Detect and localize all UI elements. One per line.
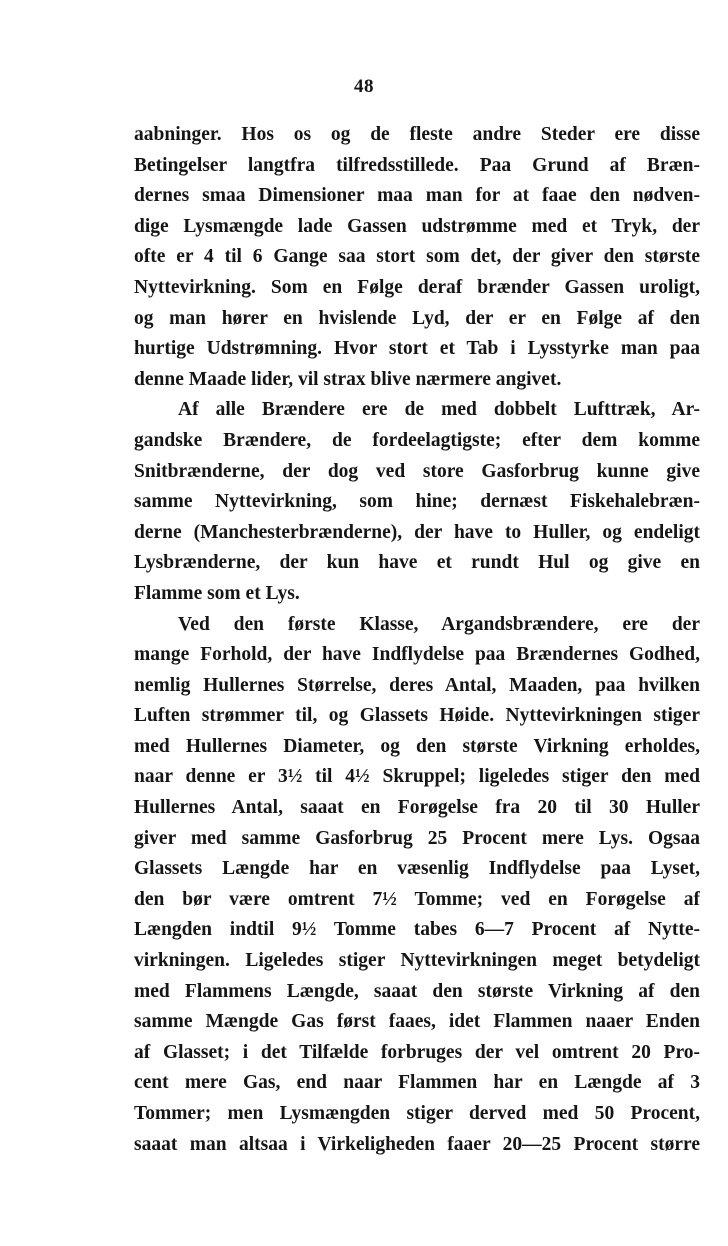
text-line: Længden indtil 9½ Tomme tabes 6—7 Procent af Nytte-: [134, 919, 700, 941]
text-line: derne (Manchesterbrænderne), der have to Huller, og endeligt: [134, 521, 700, 543]
text-line: og man hører en hvislende Lyd, der er en Følge af den: [134, 307, 700, 329]
text-line: med Flammens Længde, saaat den største Virkning af den: [134, 980, 700, 1002]
text-line: aabninger. Hos os og de fleste andre Steder ere disse: [134, 124, 700, 145]
text-line: Glassets Længde har en væsenlig Indflydelse paa Lyset,: [134, 858, 700, 880]
text-line: Ved den første Klasse, Argandsbrændere, ere der: [178, 613, 700, 635]
text-line: Nyttevirkning. Som en Følge deraf brænder Gassen uroligt,: [134, 276, 700, 298]
text-line: Hullernes Antal, saaat en Forøgelse fra 20 til 30 Huller: [134, 797, 700, 819]
text-line: dige Lysmængde lade Gassen udstrømme med et Tryk, der: [134, 215, 700, 237]
text-line: samme Nyttevirkning, som hine; dernæst Fiskehalebræn-: [134, 491, 700, 513]
text-line: med Hullernes Diameter, og den største Virkning erholdes,: [134, 735, 700, 757]
text-line: af Glasset; i det Tilfælde forbruges der vel omtrent 20 Pro-: [134, 1041, 700, 1063]
text-line: hurtige Udstrømning. Hvor stort et Tab i Lysstyrke man paa: [134, 338, 700, 360]
text-line: nemlig Hullernes Størrelse, deres Antal, Maaden, paa hvilken: [134, 674, 700, 696]
body-text: [134, 120, 700, 1160]
text-line: Lysbrænderne, der kun have et rundt Hul og give en: [134, 552, 700, 574]
text-line: Luften strømmer til, og Glassets Høide. Nyttevirkningen stiger: [134, 705, 700, 727]
text-line: cent mere Gas, end naar Flammen har en Længde af 3: [134, 1072, 700, 1094]
text-line: giver med samme Gasforbrug 25 Procent mere Lys. Ogsaa: [134, 827, 700, 849]
text-line: Tommer; men Lysmængden stiger derved med 50 Procent,: [134, 1103, 700, 1124]
text-line: denne Maade lider, vil strax blive nærmere angivet.: [134, 368, 562, 390]
text-line: virkningen. Ligeledes stiger Nyttevirkningen meget betydeligt: [134, 950, 700, 972]
text-line: samme Mængde Gas først faaes, idet Flammen naaer Enden: [134, 1011, 700, 1033]
text-line: den bør være omtrent 7½ Tomme; ved en Forøgelse af: [134, 888, 700, 910]
page-number: 48: [354, 76, 374, 97]
text-line: Af alle Brændere ere de med dobbelt Lufttræk, Ar-: [178, 399, 700, 421]
text-line: Flamme som et Lys.: [134, 582, 300, 604]
text-line: dernes smaa Dimensioner maa man for at faae den nødven-: [134, 185, 700, 207]
text-line: mange Forhold, der have Indflydelse paa Brændernes Godhed,: [134, 644, 700, 666]
text-line: saaat man altsaa i Virkeligheden faaer 20—25 Procent større: [134, 1133, 700, 1155]
text-line: Snitbrænderne, der dog ved store Gasforbrug kunne give: [134, 460, 700, 482]
text-line: ofte er 4 til 6 Gange saa stort som det, der giver den største: [134, 246, 700, 268]
text-line: gandske Brændere, de fordeelagtigste; efter dem komme: [134, 429, 700, 451]
text-line: naar denne er 3½ til 4½ Skruppel; ligeledes stiger den med: [134, 766, 700, 788]
text-line: Betingelser langtfra tilfredsstillede. Paa Grund af Bræn-: [134, 154, 700, 176]
